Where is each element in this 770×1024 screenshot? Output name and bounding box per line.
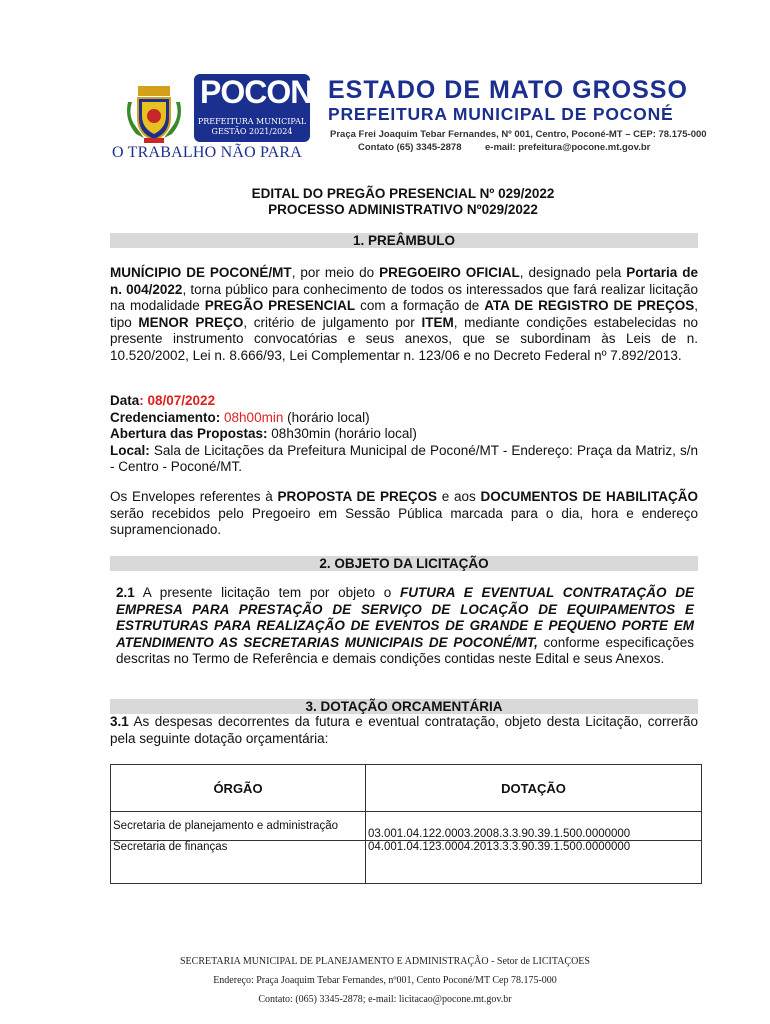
text: , torna público para conhecimento de todos os interessados que fará realizar licitação na modalidade: [110, 281, 698, 314]
credenciamento-value: 08h00min: [220, 409, 284, 425]
text: , por meio do: [291, 265, 380, 280]
envelopes-paragraph: [110, 489, 698, 539]
municipio: MUNÍCIPIO DE POCONÉ/MT: [110, 265, 292, 280]
state-heading: ESTADO DE MATO GROSSO: [328, 76, 688, 104]
dotacao-cell: 04.001.04.123.0004.2013.3.3.90.39.1.500.0000000: [366, 841, 702, 884]
edital-title: EDITAL DO PREGÃO PRESENCIAL Nº 029/2022: [251, 186, 555, 201]
header-dotacao: DOTAÇÃO: [366, 765, 702, 812]
footer-contact: Contato: (065) 3345-2878; e-mail: licitacao@pocone.mt.gov.br: [258, 994, 512, 1005]
text: com a formação de: [355, 298, 485, 314]
text: , tipo: [110, 298, 698, 330]
abertura-label: Abertura das Propostas:: [110, 426, 268, 442]
section-preambulo: 1. PREÂMBULO: [110, 233, 698, 248]
section-dotacao: 3. DOTAÇÃO ORCAMENTÁRIA: [110, 699, 698, 714]
logo-title: POCONÉ: [200, 74, 333, 110]
text: , critério de julgamento por: [243, 314, 422, 330]
section-objeto: 2. OBJETO DA LICITAÇÃO: [110, 556, 698, 571]
text: Os Envelopes referentes à: [110, 489, 278, 504]
header-orgao: ÓRGÃO: [111, 765, 366, 812]
ata: ATA DE REGISTRO DE PREÇOS: [484, 298, 695, 314]
text: e aos: [437, 489, 481, 504]
data-label: Data: [110, 393, 140, 408]
data-value: : 08/07/2022: [139, 393, 216, 408]
schedule-block: [110, 393, 698, 476]
text: A presente licitação tem por objeto o: [134, 585, 400, 600]
proposta: PROPOSTA DE PREÇOS: [277, 489, 438, 504]
header-address: Praça Frei Joaquim Tebar Fernandes, Nº 001, Centro, Poconé-MT – CEP: 78.175-000: [330, 129, 707, 140]
prefeitura-heading: PREFEITURA MUNICIPAL DE POCONÉ: [328, 104, 674, 124]
text: , designado pela: [519, 265, 627, 280]
processo-title: PROCESSO ADMINISTRATIVO Nº029/2022: [268, 202, 538, 217]
pregao: PREGÃO PRESENCIAL: [204, 298, 356, 314]
orgao-cell: Secretaria de planejamento e administração: [111, 812, 366, 841]
local-label: Local:: [110, 442, 150, 458]
coat-of-arms-icon: [122, 80, 186, 146]
objeto-emphasis: FUTURA E EVENTUAL CONTRATAÇÃO DE EMPRESA PARA PRESTAÇÃO DE SERVIÇO DE LOCAÇÃO DE EQUIPAMENTOS E ESTRUTURAS PARA REALIZAÇÃO DE EVENTOS DE GRANDE E PEQUENO PORTE EM ATENDIMENTO AS SECRETARIAS MUNICIPAIS DE POCONÉ/MT,: [116, 585, 695, 650]
orgao-cell: Secretaria de finanças: [111, 841, 366, 884]
slogan: O TRABALHO NÃO PARA: [112, 144, 303, 161]
table-row: [111, 841, 702, 884]
footer-address: Endereço: Praça Joaquim Tebar Fernandes, nº001, Cento Poconé/MT Cep 78.175-000: [213, 975, 557, 986]
preambulo-paragraph: [110, 265, 698, 365]
table-row: [111, 812, 702, 841]
item: ITEM: [421, 314, 454, 330]
logo-subtitle: PREFEITURA MUNICIPAL: [197, 117, 307, 126]
menor-preco: MENOR PREÇO: [138, 314, 244, 330]
dotacao-table: [110, 764, 702, 884]
pregoeiro: PREGOEIRO OFICIAL: [379, 265, 520, 280]
documentos: DOCUMENTOS DE HABILITAÇÃO: [480, 489, 699, 504]
credenciamento-suffix: (horário local): [283, 409, 370, 425]
text: conforme especificações descritas no Termo de Referência e demais condições contidas neste Edital e seus Anexos.: [116, 634, 694, 667]
table-header-row: [111, 765, 702, 812]
dotacao-cell: 03.001.04.122.0003.2008.3.3.90.39.1.500.0000000: [366, 812, 702, 841]
text: As despesas decorrentes da futura e eventual contratação, objeto desta Licitação, correrão pela seguinte dotação orçamentária:: [110, 714, 698, 746]
abertura-value: 08h30min (horário local): [267, 426, 417, 442]
portaria: Portaria de n. 004/2022: [110, 265, 699, 297]
text: serão recebidos pelo Pregoeiro em Sessão Pública marcada para o dia, hora e endereço supramencionado.: [110, 505, 698, 538]
dotacao-num: 3.1: [110, 714, 129, 729]
footer-secretaria: SECRETARIA MUNICIPAL DE PLANEJAMENTO E ADMINISTRAÇÃO - Setor de LICITAÇOES: [180, 956, 590, 967]
header-contact: Contato (65) 3345-2878: [358, 142, 462, 153]
objeto-num: 2.1: [116, 585, 135, 600]
credenciamento-label: Credenciamento:: [110, 409, 221, 425]
text: , mediante condições estabelecidas no presente instrumento convocatórias e seus anexos, que se subordinam às Leis de n. 10.520/2002, Lei n. 8.666/93, Lei Complementar n. 123/06 e no Decreto Federal nº 7.892/2013.: [110, 314, 698, 363]
header-email: e-mail: prefeitura@pocone.mt.gov.br: [485, 142, 651, 153]
logo-term: GESTÃO 2021/2024: [211, 127, 293, 136]
dotacao-paragraph: [110, 714, 698, 747]
local-value: Sala de Licitações da Prefeitura Municipal de Poconé/MT - Endereço: Praça da Matriz, s/n - Centro - Poconé/MT.: [110, 442, 698, 475]
objeto-paragraph: [116, 585, 694, 668]
